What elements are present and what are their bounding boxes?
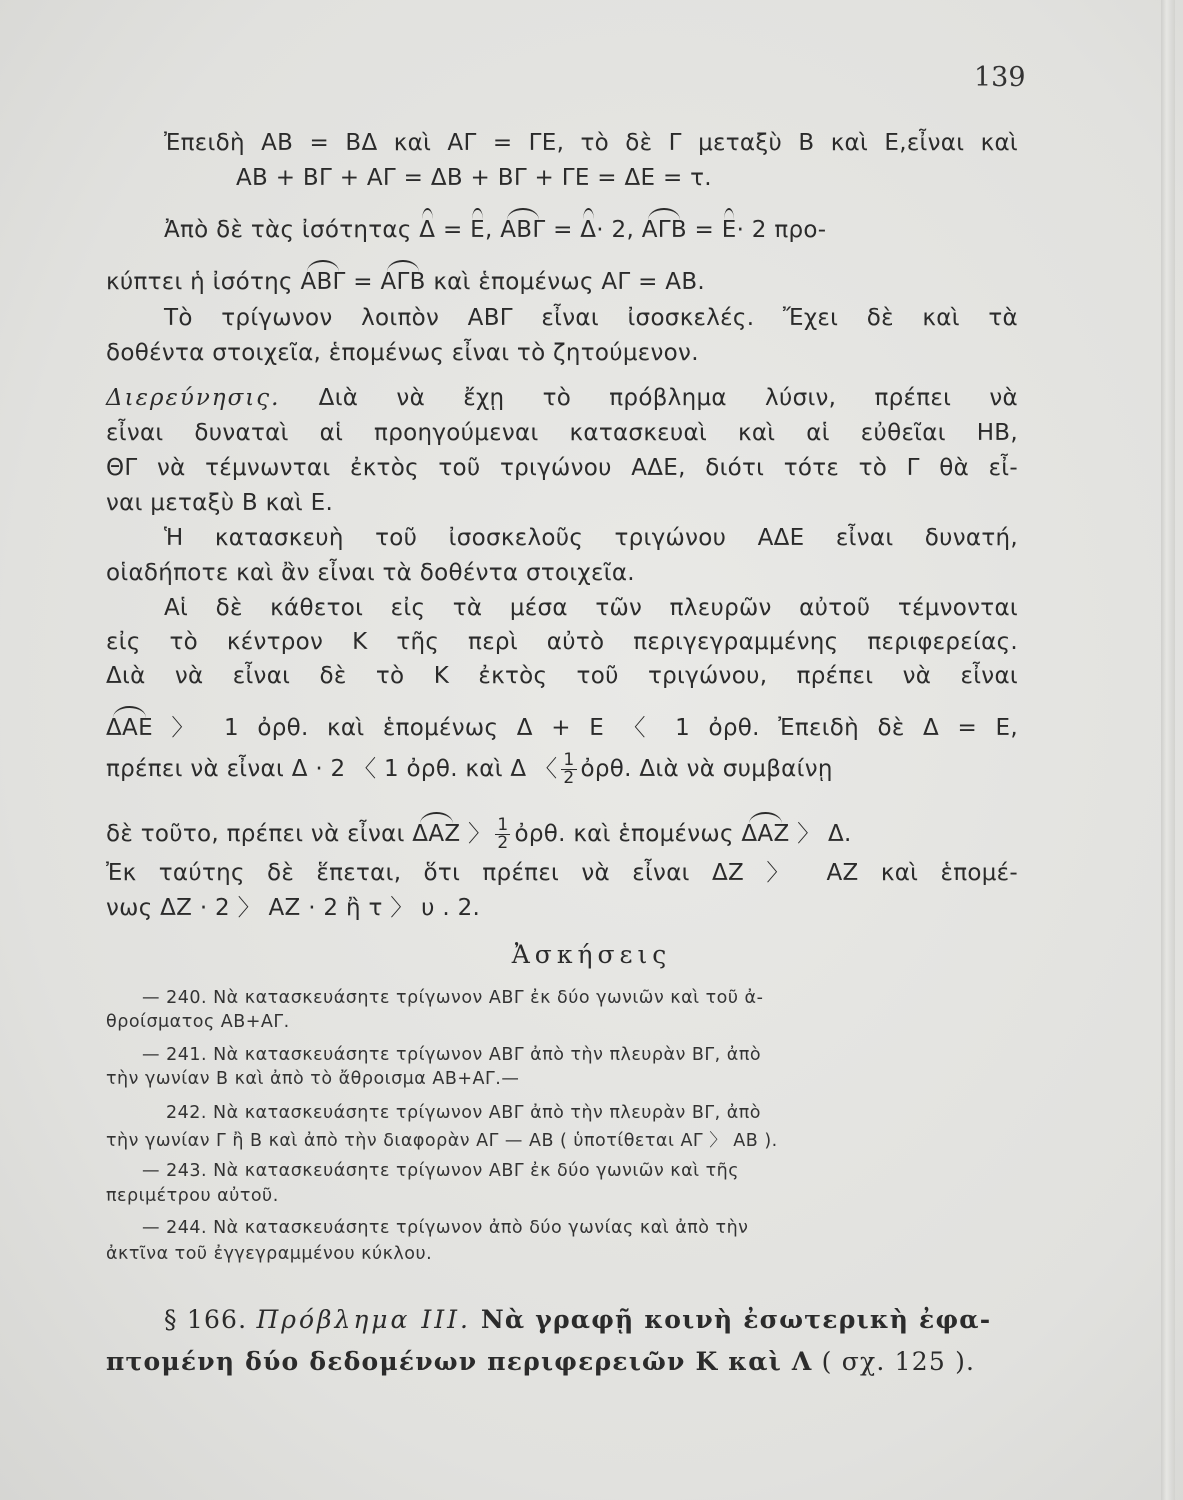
text-line-18 [106, 817, 1018, 852]
angle-symbol: ΔΑΖ [412, 821, 461, 847]
exercise-240-line-2: θροίσματος ΑΒ+ΑΓ. [106, 1012, 290, 1032]
angle-symbol: Δ [580, 217, 597, 243]
text-line-20: νως ΔΖ · 2 〉 ΑΖ · 2 ἢ τ 〉 υ . 2. [106, 895, 481, 921]
text-fragment: 〉 [460, 821, 492, 847]
fraction-numerator: 1 [563, 750, 575, 770]
exercises-heading: Ἀσκήσεις [511, 940, 672, 969]
exercise-244-line-2: ἀκτῖνα τοῦ ἐγγεγραμμένου κύκλου. [106, 1244, 433, 1264]
section-166-title-line-2 [106, 1345, 1018, 1379]
text-line-9: ΘΓ νὰ τέμνωνται ἐκτὸς τοῦ τριγώνου ΑΔΕ, διότι τότε τὸ Γ θὰ εἶ- [106, 455, 1018, 481]
angle-symbol: ΑΒΓ [500, 217, 546, 243]
text-line-11: Ἡ κατασκευὴ τοῦ ἰσοσκελοῦς τριγώνου ΑΔΕ εἶναι δυνατή, [164, 525, 1018, 551]
angle-symbol: Ε [721, 217, 737, 243]
text-fragment: = [545, 217, 581, 243]
text-fragment: ὀρθ. καὶ ἑπομένως [514, 821, 742, 847]
fraction-numerator: 1 [497, 815, 509, 835]
section-statement: Νὰ γραφῇ κοινὴ ἐσωτερικὴ ἐφα- [470, 1305, 992, 1334]
text-fragment: · 2, [596, 217, 642, 243]
text-fragment: καὶ ἑπομένως ΑΓ = ΑΒ. [425, 269, 706, 295]
angle-symbol: ΑΓΒ [641, 217, 687, 243]
angle-symbol: ΑΓΒ [380, 269, 426, 295]
exercise-241-line-1: — 241. Νὰ κατασκευάσητε τρίγωνον ΑΒΓ ἀπὸ τὴν πλευρὰν ΒΓ, ἀπὸ [142, 1045, 762, 1065]
text-fragment: , [484, 217, 501, 243]
text-fragment: ὀρθ. Διὰ νὰ συμβαίνῃ [580, 756, 833, 782]
section-statement: πτομένη δύο δεδομένων περιφερειῶν Κ καὶ Λ [106, 1347, 813, 1376]
fraction-denominator: 2 [563, 768, 575, 788]
fraction [495, 817, 510, 852]
text-fragment: δὲ τοῦτο, πρέπει νὰ εἶναι [106, 821, 413, 847]
text-line-12: οἱαδήποτε καὶ ἂν εἶναι τὰ δοθέντα στοιχεῖα. [106, 560, 635, 586]
angle-symbol: ΑΒΓ [300, 269, 346, 295]
text-fragment: 〉 1 ὀρθ. καὶ ἑπομένως Δ + Ε 〈 1 ὀρθ. Ἐπειδὴ δὲ Δ = Ε, [152, 715, 1018, 741]
text-line-4 [106, 267, 1018, 297]
text-line-2: ΑΒ + ΒΓ + ΑΓ = ΔΒ + ΒΓ + ΓΕ = ΔΕ = τ. [236, 165, 712, 191]
text-line-14: εἰς τὸ κέντρον Κ τῆς περὶ αὐτὸ περιγεγραμμένης περιφερείας. [106, 629, 1018, 655]
page-number: 139 [974, 62, 1026, 93]
text-fragment: = [435, 217, 471, 243]
text-fragment: = [345, 269, 381, 295]
fraction [561, 752, 576, 787]
fraction-denominator: 2 [497, 833, 509, 853]
subsection-label: Διερεύνησις. [106, 385, 281, 411]
figure-reference: ( σχ. 125 ). [812, 1347, 976, 1376]
section-166-title [106, 1303, 1018, 1337]
angle-symbol: Ε [470, 217, 485, 243]
exercise-244-line-1: — 244. Νὰ κατασκευάσητε τρίγωνον ἀπὸ δύο γωνίας καὶ ἀπὸ τὴν [142, 1218, 749, 1238]
text-fragment: Διὰ νὰ ἔχῃ τὸ πρόβλημα λύσιν, πρέπει νὰ [280, 385, 1018, 411]
text-line-7 [106, 383, 1018, 413]
text-line-13: Αἱ δὲ κάθετοι εἰς τὰ μέσα τῶν πλευρῶν αὐτοῦ τέμνονται [164, 595, 1018, 621]
exercise-243-line-1: — 243. Νὰ κατασκευάσητε τρίγωνον ΑΒΓ ἐκ δύο γωνιῶν καὶ τῆς [142, 1161, 740, 1181]
exercise-240-line-1: — 240. Νὰ κατασκευάσητε τρίγωνον ΑΒΓ ἐκ δύο γωνιῶν καὶ τοῦ ἀ- [142, 988, 764, 1008]
angle-symbol: ΔΑΕ [106, 715, 153, 741]
exercise-243-line-2: περιμέτρου αὐτοῦ. [106, 1186, 279, 1206]
angle-symbol: ΔΑΖ [741, 821, 790, 847]
text-line-1: Ἐπειδὴ ΑΒ = ΒΔ καὶ ΑΓ = ΓΕ, τὸ δὲ Γ μεταξὺ Β καὶ Ε,εἶναι καὶ [164, 130, 1018, 156]
text-line-3 [106, 215, 1018, 245]
text-line-10: ναι μεταξὺ Β καὶ Ε. [106, 490, 334, 516]
text-line-5: Τὸ τρίγωνον λοιπὸν ΑΒΓ εἶναι ἰσοσκελές. Ἔχει δὲ καὶ τὰ [164, 305, 1018, 331]
page-edge [1161, 0, 1175, 1500]
text-line-19: Ἐκ ταύτης δὲ ἕπεται, ὅτι πρέπει νὰ εἶναι ΔΖ 〉 ΑΖ καὶ ἑπομέ- [106, 860, 1018, 886]
text-line-6: δοθέντα στοιχεῖα, ἑπομένως εἶναι τὸ ζητούμενον. [106, 340, 699, 366]
text-line-17 [106, 752, 1018, 787]
text-fragment: πρέπει νὰ εἶναι Δ · 2 〈 1 ὀρθ. καὶ Δ 〈 [106, 756, 558, 782]
text-fragment: · 2 προ- [736, 217, 827, 243]
exercise-241-line-2: τὴν γωνίαν Β καὶ ἀπὸ τὸ ἄθροισμα ΑΒ+ΑΓ.— [106, 1069, 520, 1089]
text-fragment: = [686, 217, 722, 243]
text-fragment: 〉 Δ. [789, 821, 852, 847]
problem-label: Πρόβλημα ΙΙΙ. [256, 1305, 471, 1334]
exercise-242-line-1: 242. Νὰ κατασκευάσητε τρίγωνον ΑΒΓ ἀπὸ τὴν πλευρὰν ΒΓ, ἀπὸ [166, 1103, 762, 1123]
text-fragment: Ἀπὸ δὲ τὰς ἰσότητας [164, 217, 412, 243]
text-line-16 [106, 713, 1018, 743]
exercise-242-line-2: τὴν γωνίαν Γ ἢ Β καὶ ἀπὸ τὴν διαφορὰν ΑΓ — ΑΒ ( ὑποτίθεται ΑΓ 〉 ΑΒ ). [106, 1131, 778, 1151]
angle-symbol: Δ [419, 217, 436, 243]
text-fragment: κύπτει ἡ ἰσότης [106, 269, 301, 295]
text-line-8: εἶναι δυναταὶ αἱ προηγούμεναι κατασκευαὶ καὶ αἱ εὐθεῖαι ΗΒ, [106, 420, 1018, 446]
text-line-15: Διὰ νὰ εἶναι δὲ τὸ Κ ἐκτὸς τοῦ τριγώνου, πρέπει νὰ εἶναι [106, 663, 1018, 689]
section-number: § 166. [164, 1305, 257, 1334]
